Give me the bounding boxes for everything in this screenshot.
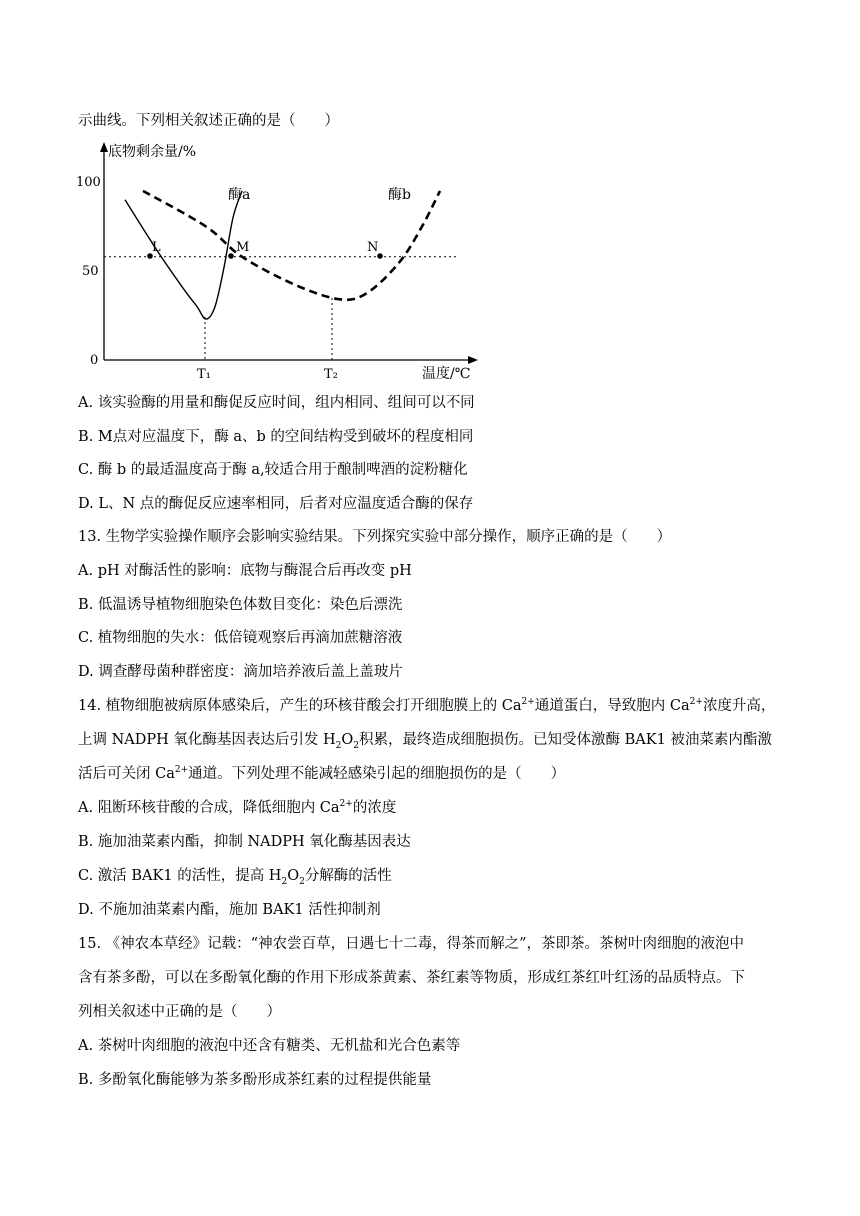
series-enzyme-b-curve xyxy=(143,191,440,300)
series-enzyme-a-curve xyxy=(125,191,242,319)
q13-option-c: C. 植物细胞的失水：低倍镜观察后再滴加蔗糖溶液 xyxy=(78,630,403,646)
q13-stem: 13. 生物学实验操作顺序会影响实验结果。下列探究实验中部分操作，顺序正确的是（ ） xyxy=(78,529,672,545)
q14-option-b: B. 施加油菜素内酯，抑制 NADPH 氧化酶基因表达 xyxy=(78,834,411,850)
x-axis-label: 温度/℃ xyxy=(422,366,471,382)
q14-stem-line-2: 上调 NADPH 氧化酶基因表达后引发 $H_2O_2$积累，最终造成细胞损伤。已知受体激酶 BAK1 被油菜素内酯激 xyxy=(78,732,772,751)
x-axis-arrow xyxy=(468,356,478,364)
q14-stem-line-3: 活后可关闭 $Ca^{2+}$通道。下列处理不能减轻感染引起的细胞损伤的是（ ） xyxy=(78,765,566,782)
q14-option-a: A. 阻断环核苷酸的合成，降低细胞内 $Ca^{2+}$的浓度 xyxy=(78,799,397,816)
q15-stem-line-2: 含有茶多酚，可以在多酚氧化酶的作用下形成茶黄素、茶红素等物质，形成红茶红叶红汤的品质特点。下 xyxy=(78,970,745,986)
point-N-label: N xyxy=(367,240,379,255)
q15-option-b: B. 多酚氧化酶能够为茶多酚形成茶红素的过程提供能量 xyxy=(78,1072,432,1088)
q12-option-b: B. M点对应温度下，酶 a、b 的空间结构受到破坏的程度相同 xyxy=(78,429,474,445)
q15-option-a: A. 茶树叶肉细胞的液泡中还含有糖类、无机盐和光合色素等 xyxy=(78,1038,461,1054)
point-M-label: M xyxy=(236,240,250,255)
q12-option-d: D. L、N 点的酶促反应速率相同，后者对应温度适合酶的保存 xyxy=(78,496,474,512)
q12-option-c: C. 酶 b 的最适温度高于酶 a,较适合用于酿制啤酒的淀粉糖化 xyxy=(78,462,468,478)
q14-option-d: D. 不施加油菜素内酯，施加 BAK1 活性抑制剂 xyxy=(78,902,381,918)
x-tick-t1: T₁ xyxy=(197,367,211,382)
q13-option-d: D. 调查酵母菌种群密度：滴加培养液后盖上盖玻片 xyxy=(78,664,403,680)
point-M xyxy=(228,253,234,259)
x-tick-t2: T₂ xyxy=(324,367,338,382)
question-12-stem-tail: 示曲线。下列相关叙述正确的是（ ） xyxy=(78,113,339,129)
y-axis-arrow xyxy=(100,142,108,152)
q12-option-a: A. 该实验酶的用量和酶促反应时间，组内相同、组间可以不同 xyxy=(78,395,475,411)
y-tick-100: 100 xyxy=(76,175,101,190)
q15-stem-line-3: 列相关叙述中正确的是（ ） xyxy=(78,1004,281,1020)
q15-stem-line-1: 15. 《神农本草经》记载：“神农尝百草，日遇七十二毒，得茶而解之”，茶即茶。茶树叶肉细胞的液泡中 xyxy=(78,936,744,952)
y-axis-label: 底物剩余量/% xyxy=(108,144,197,160)
y-tick-0: 0 xyxy=(90,353,99,368)
q14-stem-line-1: 14. 植物细胞被病原体感染后，产生的环核苷酸会打开细胞膜上的 $Ca^{2+}$通道蛋白，导致胞内 $Ca^{2+}$浓度升高， xyxy=(78,697,776,714)
series-enzyme-b-label: 酶b xyxy=(388,187,411,203)
y-tick-50: 50 xyxy=(82,264,99,279)
enzyme-temperature-chart xyxy=(70,136,490,386)
q13-option-b: B. 低温诱导植物细胞染色体数目变化：染色后漂洗 xyxy=(78,597,403,613)
series-enzyme-a-label: 酶a xyxy=(228,187,251,203)
point-L-label: L xyxy=(152,240,161,255)
q13-option-a: A. pH 对酶活性的影响：底物与酶混合后再改变 pH xyxy=(78,563,412,579)
q14-option-c: C. 激活 BAK1 的活性，提高 $H_2O_2$分解酶的活性 xyxy=(78,868,392,887)
